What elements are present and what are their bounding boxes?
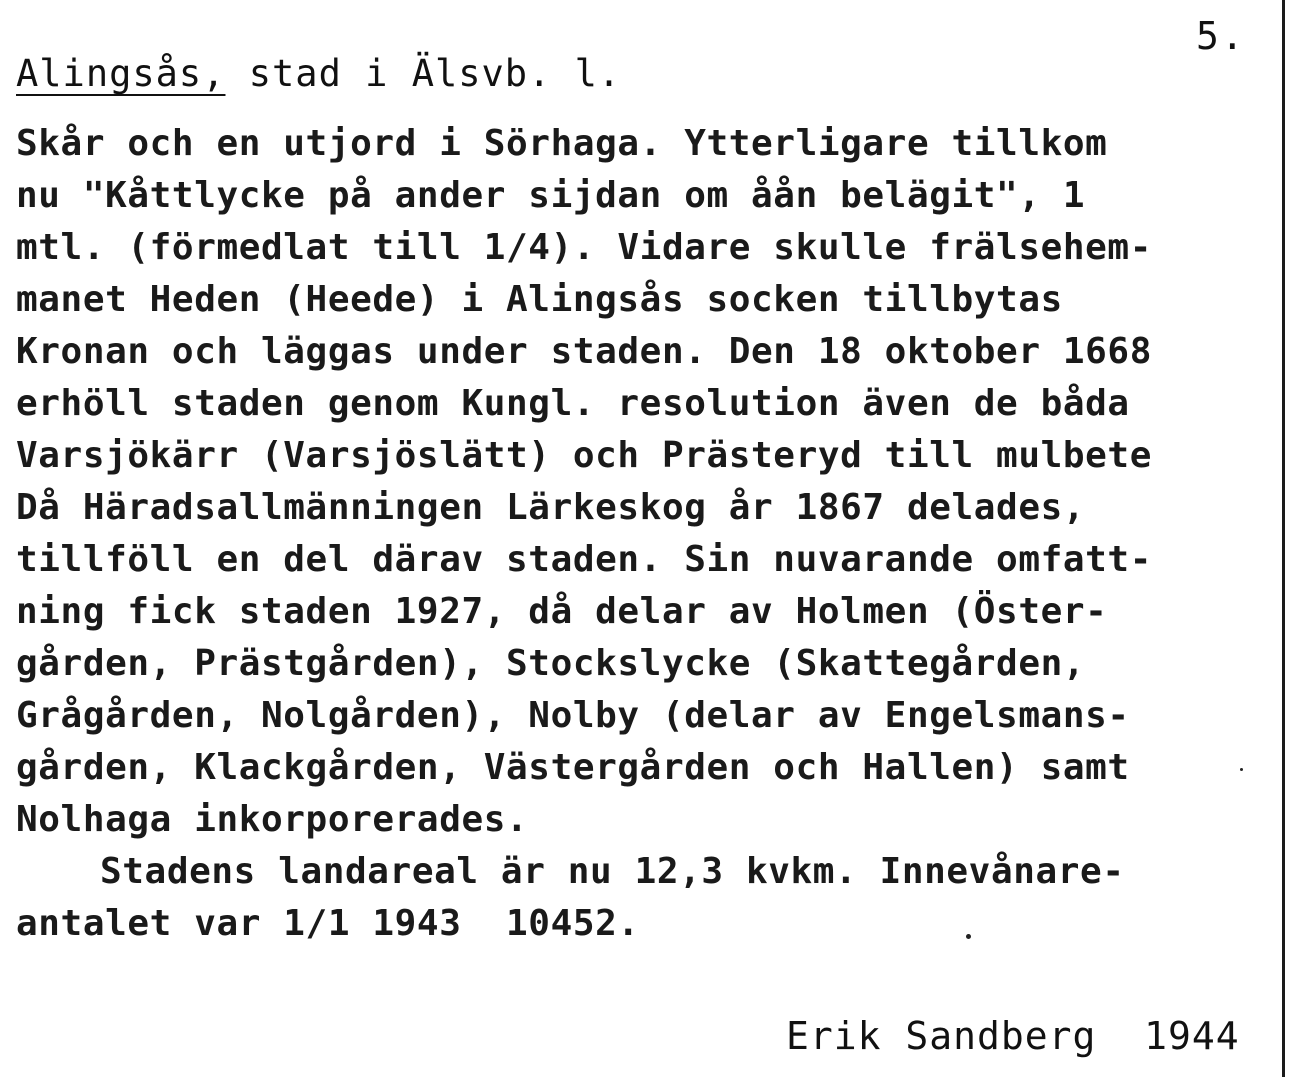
- text-line: ning fick staden 1927, då delar av Holmen (Öster-: [16, 591, 1108, 632]
- page-number: 5.: [1196, 14, 1246, 58]
- text-line: Grågården, Nolgården), Nolby (delar av Engelsmans-: [16, 695, 1130, 736]
- text-line: Skår och en utjord i Sörhaga. Ytterligare tillkom: [16, 123, 1108, 164]
- text-line: mtl. (förmedlat till 1/4). Vidare skulle frälsehem-: [16, 227, 1152, 268]
- ink-speck: [1240, 768, 1243, 771]
- text-line: tillföll en del därav staden. Sin nuvarande omfatt-: [16, 539, 1152, 580]
- document-heading: [16, 52, 621, 95]
- text-line: Kronan och läggas under staden. Den 18 oktober 1668: [16, 331, 1152, 372]
- ink-speck: [966, 934, 971, 939]
- text-line: manet Heden (Heede) i Alingsås socken tillbytas: [16, 279, 1063, 320]
- paragraph2-line: Stadens landareal är nu 12,3 kvkm. Innevånare-: [100, 851, 1125, 892]
- text-line: gården, Prästgården), Stockslycke (Skattegården,: [16, 643, 1086, 684]
- paragraph2-line: antalet var 1/1 1943 10452.: [16, 903, 640, 944]
- text-line: erhöll staden genom Kungl. resolution även de båda: [16, 383, 1130, 424]
- body-text: [16, 118, 1286, 950]
- text-line: gården, Klackgården, Västergården och Hallen) samt: [16, 747, 1130, 788]
- text-line: nu "Kåttlycke på ander sijdan om åån belägit", 1: [16, 175, 1086, 216]
- signature: Erik Sandberg 1944: [786, 1014, 1240, 1058]
- text-line: Varsjökärr (Varsjöslätt) och Prästeryd till mulbete: [16, 435, 1152, 476]
- heading-description: stad i Älsvb. l.: [225, 52, 622, 95]
- heading-place-name: Alingsås,: [16, 52, 226, 95]
- text-line: Nolhaga inkorporerades.: [16, 799, 529, 840]
- text-line: Då Häradsallmänningen Lärkeskog år 1867 delades,: [16, 487, 1086, 528]
